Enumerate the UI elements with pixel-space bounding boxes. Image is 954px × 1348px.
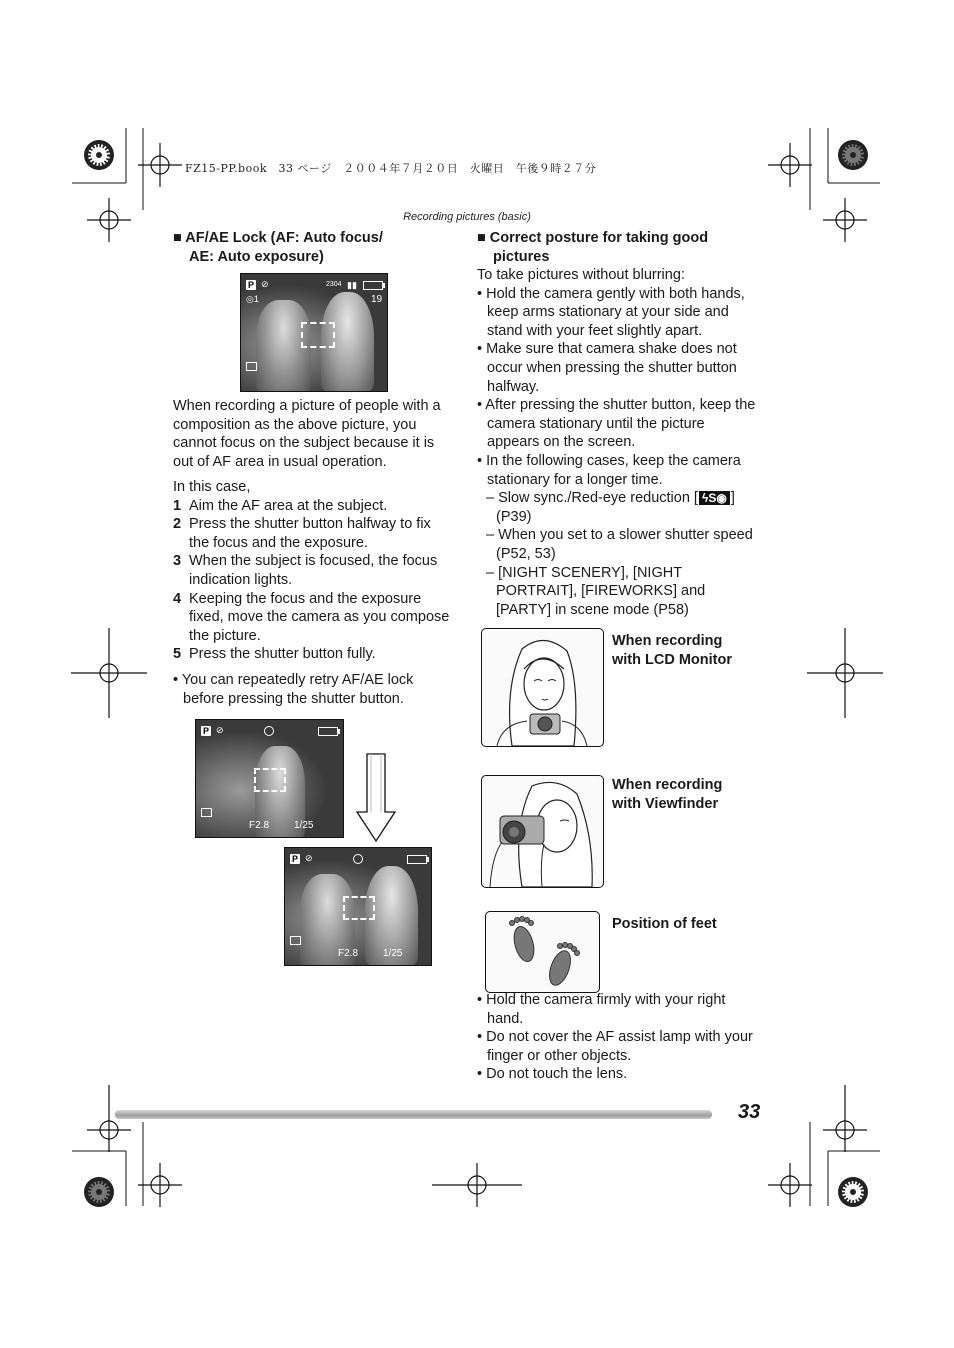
lcd-screen-af-locked	[195, 719, 344, 838]
running-header: Recording pictures (basic)	[403, 211, 531, 223]
caption-viewfinder: When recording with Viewfinder	[612, 777, 723, 812]
posture-heading: ■ Correct posture for taking good pictures	[477, 230, 709, 265]
metering-icon	[201, 808, 212, 817]
af-ae-lock-heading: ■ AF/AE Lock (AF: Auto focus/ AE: Auto exposure)	[173, 230, 383, 265]
camera-hold-tips	[477, 991, 767, 1084]
metering-icon	[246, 362, 257, 371]
flash-off-icon: ⊘	[305, 853, 313, 863]
picture-size-readout: 2304	[326, 281, 342, 288]
viewfinder-posture-illustration	[481, 775, 604, 888]
shutter-readout: 1/25	[294, 820, 314, 831]
footer-rule	[115, 1110, 712, 1119]
step-2: 2 Press the shutter button halfway to fix the focus and the exposure.	[173, 516, 431, 551]
af-mode-readout: ◎1	[246, 294, 259, 304]
focus-indicator-icon	[353, 854, 363, 864]
lcd-screen-recomposed	[284, 847, 432, 966]
battery-icon	[318, 727, 338, 736]
mode-p-badge: P	[292, 854, 299, 864]
mode-p-badge: P	[248, 280, 255, 290]
list-item: – [NIGHT SCENERY], [NIGHT PORTRAIT], [FIREWORKS] and [PARTY] in scene mode (P58)	[486, 564, 706, 618]
focus-indicator-icon	[264, 726, 274, 736]
aperture-readout: F2.8	[249, 820, 270, 831]
af-area-frame	[343, 896, 375, 920]
metering-icon	[290, 936, 301, 945]
print-slug: FZ15-PP.book 33 ページ ２００４年７月２０日 火曜日 午後９時２７分	[185, 162, 597, 175]
flash-off-icon: ⊘	[261, 279, 269, 289]
quality-icon: ▮▮	[347, 280, 357, 290]
posture-text: To take pictures without blurring: • Hold the camera gently with both hands, keep arms stationary at your side and stand with your feet slightly apart. • Make sure that camera shake does not occur when pressing the shutter button halfway. • After pressing the shutter button, keep the camera stationary until the picture appears on the screen. • In the following cases, keep the camera stationary for a longer time. – Slow sync./Red-eye reduction [ ϟS◉ ] (P39) – When you set to a slower shutter speed (P52, 53) – [NIGHT SCENERY], [NIGHT PORTRAIT], [FIREWORKS] and [PARTY] in scene mode (P58)	[477, 266, 767, 619]
list-item: – Slow sync./Red-eye reduction [ ϟS◉ ] (P39)	[486, 490, 735, 525]
step-1: 1 Aim the AF area at the subject.	[173, 497, 388, 514]
caption-feet: Position of feet	[612, 916, 717, 932]
shutter-readout: 1/25	[383, 948, 403, 959]
list-item: • Hold the camera firmly with your right hand.	[477, 992, 726, 1027]
slow-sync-red-eye-icon: ϟS◉	[699, 491, 730, 505]
page-number: 33	[738, 1101, 761, 1123]
lcd-screen-af-out-of-area	[240, 273, 388, 392]
step-5: 5 Press the shutter button fully.	[173, 646, 376, 663]
flash-off-icon: ⊘	[216, 725, 224, 735]
list-item: • After pressing the shutter button, keep the camera stationary until the picture appears on the screen.	[477, 397, 756, 451]
list-item: • Make sure that camera shake does not occur when pressing the shutter button halfway.	[477, 341, 737, 395]
af-steps: In this case, 1 Aim the AF area at the subject. 2 Press the shutter button halfway to fix the focus and the exposure. 3 When the subject is focused, the focus indication lights. 4 Keeping the focus and the exposure fixed, move the camera as you compose the picture. 5 Press the shutter button fully.	[173, 478, 458, 664]
step-3: 3 When the subject is focused, the focus indication lights.	[173, 553, 438, 588]
list-item: – When you set to a slower shutter speed (P52, 53)	[486, 527, 753, 562]
af-area-frame	[254, 768, 286, 792]
aperture-readout: F2.8	[338, 948, 359, 959]
list-item: • Do not touch the lens.	[477, 1066, 628, 1083]
lcd-monitor-posture-illustration	[481, 628, 604, 747]
remaining-shots: 19	[371, 294, 383, 305]
feet-position-illustration	[485, 911, 600, 993]
mode-p-badge: P	[203, 726, 210, 736]
list-item: • Hold the camera gently with both hands, keep arms stationary at your side and stand with your feet slightly apart.	[477, 285, 745, 339]
af-area-frame	[301, 322, 335, 348]
af-note: • You can repeatedly retry AF/AE lock before pressing the shutter button.	[173, 672, 414, 707]
af-intro-text: When recording a picture of people with a composition as the above picture, you cannot focus on the subject because it is out of AF area in usual operation.	[173, 398, 441, 470]
list-item: • Do not cover the AF assist lamp with your finger or other objects.	[477, 1029, 753, 1064]
list-item: • In the following cases, keep the camera stationary for a longer time.	[477, 452, 741, 488]
step-4: 4 Keeping the focus and the exposure fixed, move the camera as you compose the picture.	[173, 590, 450, 644]
arrow-down-icon	[355, 752, 397, 844]
battery-icon	[363, 281, 383, 290]
battery-icon	[407, 855, 427, 864]
caption-lcd-monitor: When recording with LCD Monitor	[612, 633, 733, 668]
